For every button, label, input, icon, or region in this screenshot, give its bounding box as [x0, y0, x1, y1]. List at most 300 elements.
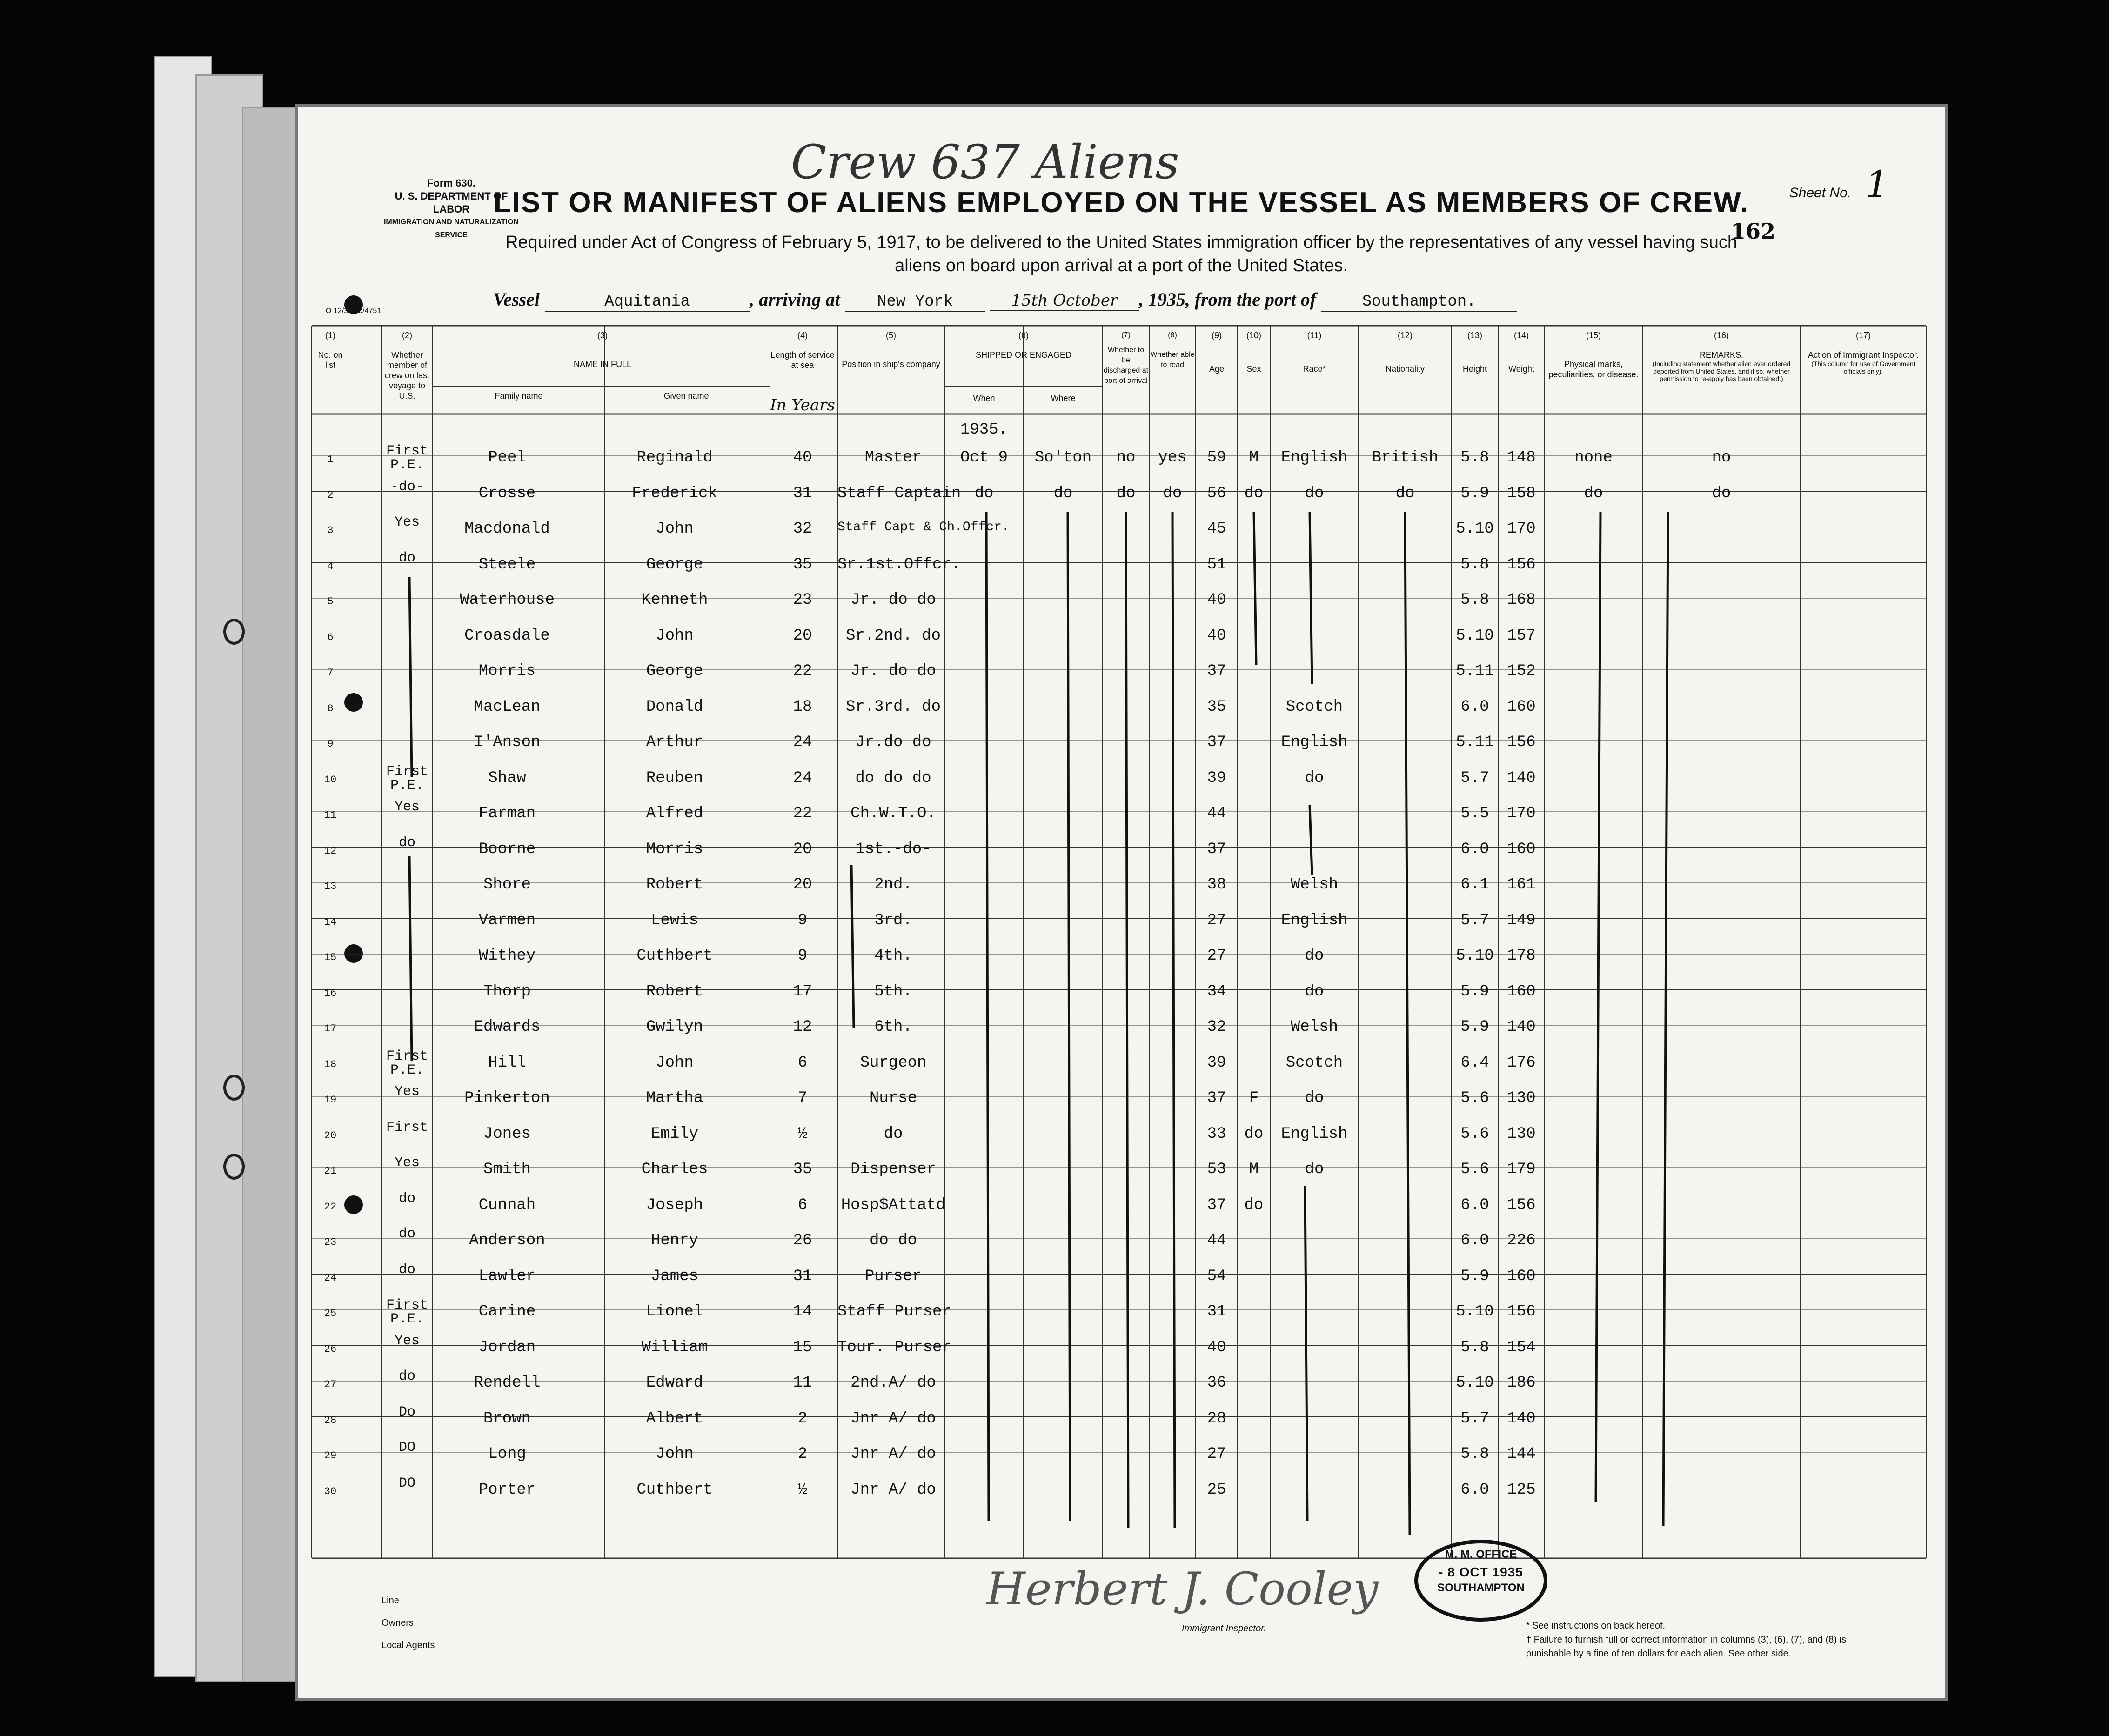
row-height: 5.6 — [1460, 1161, 1489, 1178]
row-number: 12 — [324, 845, 337, 857]
col-label: No. on list — [318, 350, 343, 370]
row-length: 9 — [797, 947, 808, 965]
row-length: 15 — [793, 1338, 812, 1356]
row-number: 23 — [324, 1236, 337, 1248]
row-weight: 156 — [1507, 1303, 1536, 1321]
row-age: 37 — [1207, 1089, 1226, 1107]
row-weight: 158 — [1507, 484, 1536, 502]
row-height: 5.8 — [1460, 591, 1489, 609]
row-age: 27 — [1207, 1445, 1226, 1463]
subtitle-line-1: Required under Act of Congress of February 5, 1917, to be delivered to the United States immigration officer by the representatives of any vessel having such — [505, 233, 1738, 252]
row-height: 5.10 — [1456, 1374, 1494, 1392]
col-label: NAME IN FULL — [573, 360, 632, 369]
row-height: 5.7 — [1460, 769, 1489, 787]
document-title: LIST OR MANIFEST OF ALIENS EMPLOYED ON THE VESSEL AS MEMBERS OF CREW. — [493, 187, 1749, 219]
arrival-date: 15th October — [990, 291, 1139, 311]
row-race: Scotch — [1285, 698, 1343, 716]
row-position: 5th. — [874, 982, 912, 1001]
row-length: 12 — [793, 1018, 812, 1036]
col-label: SHIPPED OR ENGAGED — [975, 350, 1072, 360]
col-num: (1) — [325, 331, 335, 340]
row-age: 36 — [1207, 1374, 1226, 1392]
inspector-label: Immigrant Inspector. — [1182, 1623, 1266, 1634]
row-position: 1st.-do- — [855, 840, 931, 858]
arriving-label: , arriving at — [750, 289, 840, 310]
row-position: Hosp$Attatd — [841, 1196, 946, 1214]
row-height: 5.9 — [1460, 1018, 1489, 1036]
row-age: 39 — [1207, 769, 1226, 787]
row-number: 16 — [324, 987, 337, 999]
row-member: Yes — [394, 1155, 420, 1171]
row-member: do — [398, 1262, 415, 1278]
col-label: Sex — [1246, 364, 1261, 374]
row-weight: 170 — [1507, 520, 1536, 538]
row-given-name: Reginald — [636, 449, 713, 467]
col-num: (8) — [1168, 331, 1177, 339]
row-length: 2 — [797, 1409, 808, 1428]
row-member: Do — [398, 1404, 415, 1420]
row-weight: 140 — [1507, 1018, 1536, 1036]
row-family-name: Morris — [478, 662, 536, 680]
row-height: 6.0 — [1460, 840, 1489, 858]
col-label: Whether member of crew on last voyage to U.S. — [384, 350, 430, 401]
row-family-name: Macdonald — [464, 520, 550, 538]
row-weight: 148 — [1507, 449, 1536, 467]
col-num: (9) — [1212, 331, 1222, 340]
row-family-name: Pinkerton — [464, 1089, 550, 1107]
row-number: 9 — [327, 738, 334, 750]
row-weight: 161 — [1507, 876, 1536, 894]
row-length: 22 — [793, 805, 812, 822]
row-height: 6.4 — [1460, 1054, 1489, 1072]
row-number: 7 — [327, 667, 334, 679]
row-length: 32 — [793, 520, 812, 538]
row-member: -do- — [390, 479, 424, 495]
row-family-name: Jordan — [478, 1338, 536, 1356]
row-family-name: Boorne — [478, 840, 536, 858]
col-label: REMARKS. — [1699, 350, 1744, 360]
row-family-name: Anderson — [469, 1232, 545, 1249]
row-family-name: Rendell — [474, 1374, 541, 1392]
handwritten-total: 162 — [1731, 219, 1776, 244]
row-weight: 160 — [1507, 1267, 1536, 1285]
arrival-port: New York — [845, 293, 985, 312]
row-height: 6.0 — [1460, 1232, 1489, 1249]
col-num: (6) — [1018, 331, 1029, 340]
row-given-name: John — [656, 1054, 694, 1072]
row-sex: do — [1244, 1125, 1264, 1143]
row-number: 17 — [324, 1023, 337, 1035]
row-height: 5.7 — [1460, 1409, 1489, 1428]
footnote-2: † Failure to furnish full or correct information in columns (3), (6), (7), and (8) is punishable by a fine of ten dollars for each alien. See other side. — [1526, 1635, 1847, 1659]
row-given-name: Robert — [646, 982, 703, 1001]
row-family-name: Shaw — [488, 769, 526, 787]
row-weight: 140 — [1507, 1409, 1536, 1428]
row-where: So'ton — [1034, 449, 1092, 467]
col-label: Nationality — [1385, 364, 1425, 374]
row-position: 4th. — [874, 947, 912, 965]
row-length: 35 — [793, 555, 812, 574]
col-label: Race* — [1303, 364, 1326, 374]
row-length: 26 — [793, 1232, 812, 1249]
row-position: Staff Purser — [837, 1303, 951, 1321]
form-code: O 12/34 30/4751 — [326, 307, 382, 315]
row-height: 6.1 — [1460, 876, 1489, 894]
row-number: 18 — [324, 1058, 337, 1070]
row-member: Yes — [394, 799, 420, 815]
row-member: Yes — [394, 1084, 420, 1100]
row-race: do — [1305, 484, 1324, 502]
agents-label: Local Agents — [382, 1640, 435, 1650]
row-position: Staff Captain — [837, 484, 961, 502]
row-race: English — [1281, 449, 1348, 467]
row-member: do — [398, 1369, 415, 1384]
row-length: 6 — [797, 1054, 808, 1072]
row-when: Oct 9 — [960, 449, 1008, 467]
row-length: 23 — [793, 591, 812, 609]
row-family-name: Lawler — [478, 1267, 536, 1285]
row-position: 3rd. — [874, 911, 912, 929]
footnote-1: * See instructions on back hereof. — [1526, 1621, 1666, 1631]
row-position: Jnr A/ do — [850, 1409, 936, 1428]
row-member: do — [398, 835, 415, 851]
row-number: 30 — [324, 1485, 337, 1497]
row-member: do — [398, 550, 415, 566]
binder-ring — [223, 1075, 245, 1101]
manifest-sheet — [298, 107, 1945, 1698]
col-num: (14) — [1513, 331, 1529, 340]
given-name-header: Given name — [663, 391, 709, 401]
row-position: Jr. do do — [850, 591, 936, 609]
row-family-name: Brown — [483, 1409, 531, 1428]
row-length: 24 — [793, 734, 812, 751]
row-height: 5.10 — [1456, 947, 1494, 965]
col-num: (7) — [1121, 331, 1131, 339]
row-length: 14 — [793, 1303, 812, 1321]
col-num: (13) — [1467, 331, 1482, 340]
row-number: 22 — [324, 1201, 337, 1213]
col-label: Whether to be discharged at port of arrival — [1103, 346, 1149, 385]
row-height: 5.11 — [1456, 734, 1494, 751]
col-label: Whether able to read — [1150, 351, 1195, 369]
row-family-name: Croasdale — [464, 627, 550, 645]
row-position: 2nd. — [874, 876, 912, 894]
line-label: Line — [382, 1596, 399, 1606]
row-weight: 125 — [1507, 1481, 1536, 1499]
row-weight: 160 — [1507, 840, 1536, 858]
vessel-name: Aquitania — [545, 293, 750, 312]
row-weight: 144 — [1507, 1445, 1536, 1463]
row-height: 5.7 — [1460, 911, 1489, 929]
row-age: 27 — [1207, 911, 1226, 929]
row-age: 33 — [1207, 1125, 1226, 1143]
row-nationality: British — [1372, 449, 1439, 467]
year-note: 1935. — [960, 421, 1008, 439]
row-position: do do — [869, 1232, 917, 1249]
row-given-name: Donald — [646, 698, 703, 716]
row-age: 37 — [1207, 662, 1226, 680]
row-age: 59 — [1207, 449, 1226, 467]
row-nationality: do — [1395, 484, 1415, 502]
row-height: 5.8 — [1460, 555, 1489, 574]
row-number: 5 — [327, 596, 334, 608]
row-race: English — [1281, 734, 1348, 751]
row-race: do — [1305, 1089, 1324, 1107]
row-number: 8 — [327, 702, 334, 714]
row-length: 31 — [793, 484, 812, 502]
row-weight: 160 — [1507, 698, 1536, 716]
row-read: do — [1163, 484, 1182, 502]
row-member: do — [398, 1190, 415, 1207]
row-height: 5.8 — [1460, 449, 1489, 467]
row-length: 35 — [793, 1161, 812, 1178]
row-given-name: Cuthbert — [636, 1481, 713, 1499]
row-family-name: Carine — [478, 1303, 536, 1321]
row-length: 20 — [793, 876, 812, 894]
departure-port: Southampton. — [1321, 293, 1517, 312]
row-member: Yes — [394, 514, 420, 530]
row-number: 2 — [327, 489, 334, 501]
row-number: 28 — [324, 1414, 337, 1426]
row-given-name: James — [650, 1267, 699, 1285]
row-age: 53 — [1207, 1161, 1226, 1178]
row-weight: 178 — [1507, 947, 1536, 965]
row-discharged: no — [1116, 449, 1136, 467]
row-sex: do — [1244, 1196, 1264, 1214]
row-family-name: Smith — [483, 1161, 531, 1178]
row-race: do — [1305, 769, 1324, 787]
row-race: Scotch — [1285, 1054, 1343, 1072]
row-family-name: Hill — [488, 1054, 526, 1072]
row-race: do — [1305, 947, 1324, 965]
row-length: 31 — [793, 1267, 812, 1285]
row-age: 45 — [1207, 520, 1226, 538]
row-height: 6.0 — [1460, 698, 1489, 716]
col-label: Length of service at sea — [770, 350, 835, 370]
row-age: 35 — [1207, 698, 1226, 716]
col-num: (3) — [597, 331, 608, 340]
row-age: 51 — [1207, 555, 1226, 574]
row-age: 40 — [1207, 591, 1226, 609]
row-family-name: Porter — [478, 1481, 536, 1499]
row-age: 56 — [1207, 484, 1226, 502]
row-height: 5.8 — [1460, 1338, 1489, 1356]
row-weight: 157 — [1507, 627, 1536, 645]
row-number: 14 — [324, 916, 337, 928]
row-number: 10 — [324, 774, 337, 786]
row-given-name: George — [646, 555, 703, 574]
row-height: 5.5 — [1460, 805, 1489, 822]
row-age: 44 — [1207, 1232, 1226, 1249]
row-given-name: William — [641, 1338, 708, 1356]
row-when: do — [974, 484, 994, 502]
row-race: Welsh — [1290, 876, 1339, 894]
form-number: Form 630. — [427, 177, 475, 189]
row-race: Welsh — [1290, 1018, 1339, 1036]
col-num: (2) — [402, 331, 412, 340]
row-member: Yes — [394, 1333, 420, 1349]
department: U. S. DEPARTMENT OF LABOR — [395, 190, 508, 215]
row-member: First P.E. — [386, 763, 428, 794]
row-race: do — [1305, 1161, 1324, 1178]
row-length: 6 — [797, 1196, 808, 1214]
row-age: 31 — [1207, 1303, 1226, 1321]
row-given-name: Cuthbert — [636, 947, 713, 965]
row-member: First — [386, 1119, 428, 1135]
row-given-name: John — [656, 520, 694, 538]
row-height: 5.9 — [1460, 982, 1489, 1001]
row-given-name: Lionel — [646, 1303, 703, 1321]
row-given-name: John — [656, 627, 694, 645]
row-position: Nurse — [869, 1089, 917, 1107]
binder-ring — [223, 1154, 245, 1180]
row-position: Jr.do do — [855, 734, 931, 751]
row-age: 44 — [1207, 805, 1226, 822]
row-given-name: Alfred — [646, 805, 703, 822]
row-height: 5.6 — [1460, 1125, 1489, 1143]
col-label: Physical marks, peculiarities, or disease. — [1548, 360, 1639, 379]
row-length: 20 — [793, 627, 812, 645]
row-given-name: Robert — [646, 876, 703, 894]
col-num: (11) — [1307, 331, 1322, 340]
row-family-name: MacLean — [474, 698, 541, 716]
row-number: 27 — [324, 1379, 337, 1390]
from-label: , from the port of — [1185, 289, 1316, 310]
row-length: 22 — [793, 662, 812, 680]
row-weight: 186 — [1507, 1374, 1536, 1392]
row-member: First P.E. — [386, 443, 428, 473]
row-position: Staff Capt & Ch.Offcr. — [837, 520, 1010, 534]
row-given-name: Charles — [641, 1161, 708, 1178]
row-height: 5.9 — [1460, 1267, 1489, 1285]
family-name-header: Family name — [495, 391, 543, 401]
row-age: 32 — [1207, 1018, 1226, 1036]
row-family-name: Thorp — [483, 982, 531, 1001]
row-member: First P.E. — [386, 1048, 428, 1078]
row-position: Surgeon — [860, 1054, 927, 1072]
row-weight: 176 — [1507, 1054, 1536, 1072]
row-family-name: Jones — [483, 1125, 531, 1143]
row-race: do — [1305, 982, 1324, 1001]
row-height: 6.0 — [1460, 1481, 1489, 1499]
handwritten-crew-note: Crew 637 Aliens — [791, 135, 1179, 189]
col-label: Height — [1462, 364, 1487, 374]
row-height: 5.6 — [1460, 1089, 1489, 1107]
row-length: 2 — [797, 1445, 808, 1463]
row-given-name: Reuben — [646, 769, 703, 787]
subtitle-line-2: aliens on board upon arrival at a port of the United States. — [895, 256, 1348, 275]
row-given-name: Albert — [646, 1409, 703, 1428]
row-weight: 226 — [1507, 1232, 1536, 1249]
row-family-name: Cunnah — [478, 1196, 536, 1214]
row-position: do do do — [855, 769, 931, 787]
row-length: 18 — [793, 698, 812, 716]
office-stamp — [1414, 1540, 1547, 1622]
owners-label: Owners — [382, 1618, 414, 1628]
row-given-name: Gwilyn — [646, 1018, 703, 1036]
row-number: 24 — [324, 1272, 337, 1284]
row-weight: 130 — [1507, 1089, 1536, 1107]
row-length: 24 — [793, 769, 812, 787]
row-height: 5.10 — [1456, 1303, 1494, 1321]
col-note: (Including statement whether alien ever ordered deported from United States, and if so, whether permission to re-apply has been obtained.) — [1652, 360, 1791, 382]
col-num: (17) — [1855, 331, 1871, 340]
col-num: (15) — [1586, 331, 1601, 340]
row-weight: 168 — [1507, 591, 1536, 609]
row-height: 6.0 — [1460, 1196, 1489, 1214]
row-weight: 156 — [1507, 734, 1536, 751]
row-age: 40 — [1207, 1338, 1226, 1356]
row-number: 21 — [324, 1165, 337, 1177]
footnote — [1526, 1619, 1880, 1661]
row-position: Sr.2nd. do — [845, 627, 941, 645]
row-family-name: Peel — [488, 449, 526, 467]
row-age: 25 — [1207, 1481, 1226, 1499]
row-member: DO — [398, 1440, 415, 1456]
row-weight: 160 — [1507, 982, 1536, 1001]
row-position: Sr.1st.Offcr. — [837, 555, 961, 574]
when-header: When — [973, 394, 995, 403]
row-length: 11 — [793, 1374, 812, 1392]
row-where: do — [1053, 484, 1073, 502]
row-height: 5.8 — [1460, 1445, 1489, 1463]
row-given-name: Joseph — [646, 1196, 703, 1214]
row-weight: 154 — [1507, 1338, 1536, 1356]
row-family-name: Farman — [478, 805, 536, 822]
row-age: 54 — [1207, 1267, 1226, 1285]
row-length: 7 — [797, 1089, 808, 1107]
row-sex: M — [1249, 1161, 1259, 1178]
col-label: Action of Immigrant Inspector. — [1808, 350, 1919, 360]
row-age: 39 — [1207, 1054, 1226, 1072]
row-given-name: Arthur — [646, 734, 703, 751]
row-height: 5.11 — [1456, 662, 1494, 680]
where-header: Where — [1051, 394, 1076, 403]
row-age: 34 — [1207, 982, 1226, 1001]
ditto-marks — [298, 107, 1945, 1698]
arrival-year: , 1935 — [1138, 289, 1185, 310]
col-num: (16) — [1714, 331, 1729, 340]
row-number: 11 — [324, 809, 337, 821]
col-label: Age — [1209, 364, 1225, 374]
sheet-label: Sheet No. — [1789, 185, 1852, 200]
col-num: (10) — [1246, 331, 1261, 340]
row-sex: M — [1249, 449, 1259, 467]
row-family-name: Edwards — [474, 1018, 541, 1036]
row-sex: do — [1244, 484, 1264, 502]
row-weight: 152 — [1507, 662, 1536, 680]
row-length: 40 — [793, 449, 812, 467]
row-read: yes — [1158, 449, 1187, 467]
row-number: 4 — [327, 560, 334, 572]
row-given-name: John — [656, 1445, 694, 1463]
row-length: 17 — [793, 982, 812, 1001]
row-position: Dispenser — [850, 1161, 936, 1178]
col-num: (4) — [797, 331, 808, 340]
row-family-name: Steele — [478, 555, 536, 574]
row-length: 20 — [793, 840, 812, 858]
row-remarks: no — [1712, 449, 1731, 467]
row-family-name: Crosse — [478, 484, 536, 502]
row-height: 5.9 — [1460, 484, 1489, 502]
row-age: 37 — [1207, 734, 1226, 751]
row-member: DO — [398, 1475, 415, 1491]
row-number: 15 — [324, 952, 337, 963]
row-age: 27 — [1207, 947, 1226, 965]
row-race: English — [1281, 911, 1348, 929]
row-race: English — [1281, 1125, 1348, 1143]
row-family-name: Shore — [483, 876, 531, 894]
